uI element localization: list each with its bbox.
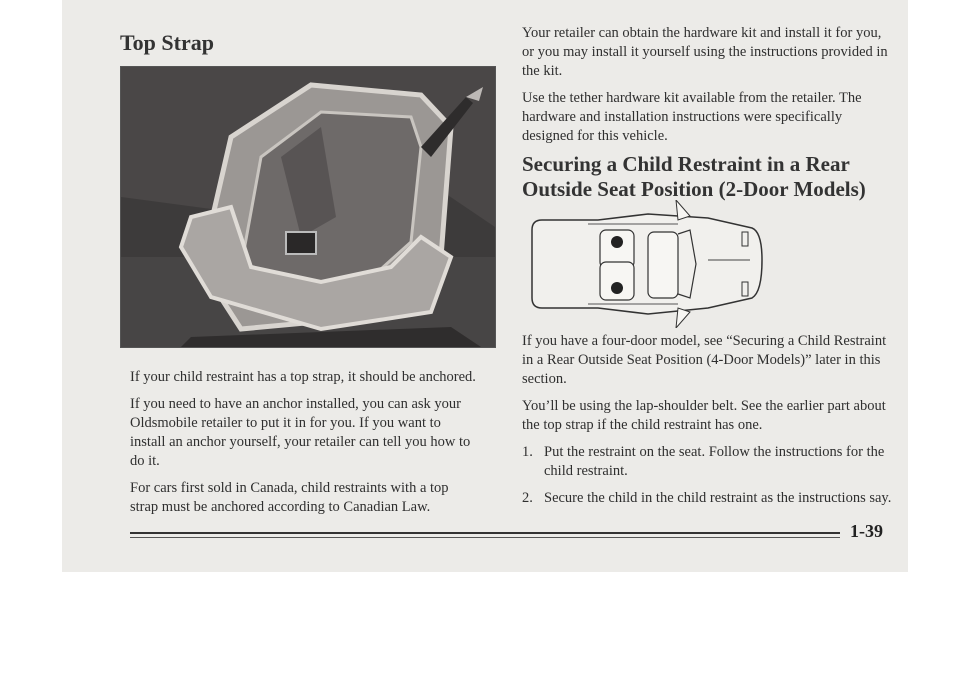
paragraph: If you need to have an anchor installed, you can ask your Oldsmobile retailer to put it in for you. If you want to install an anchor yourself, your retailer can tell you how to do it. <box>130 396 471 469</box>
vehicle-top-view-diagram <box>528 200 768 328</box>
list-item <box>522 489 896 508</box>
section-heading-top-strap: Top Strap <box>120 30 214 55</box>
vehicle-outline-icon <box>528 200 768 328</box>
right-column-bottom-text <box>522 332 896 516</box>
paragraph: For cars first sold in Canada, child restraints with a top strap must be anchored according to Canadian Law. <box>130 480 449 515</box>
paragraph: Use the tether hardware kit available from the retailer. The hardware and installation instructions were specifically designed for this vehicle. <box>522 90 862 144</box>
page-number: 1-39 <box>850 521 883 541</box>
paragraph: Your retailer can obtain the hardware kit and install it for you, or you may install it yourself using the instructions provided in the kit. <box>522 25 888 79</box>
footer-rule <box>130 532 840 534</box>
section-heading-securing-child-restraint: Securing a Child Restraint in a Rear Outside Seat Position (2-Door Models) <box>522 152 866 201</box>
step-text: Put the restraint on the seat. Follow the instructions for the child restraint. <box>544 444 885 479</box>
paragraph: If you have a four-door model, see “Securing a Child Restraint in a Rear Outside Seat Position (4-Door Models)” later in this section. <box>522 333 887 387</box>
footer-rule-thin <box>130 537 840 538</box>
instruction-steps <box>522 443 896 508</box>
paragraph: You’ll be using the lap-shoulder belt. See the earlier part about the top strap if the child restraint has one. <box>522 398 886 433</box>
step-number: 2. <box>522 490 533 506</box>
list-item <box>522 443 896 481</box>
child-seat-photo <box>120 66 496 348</box>
paragraph: If your child restraint has a top strap, it should be anchored. <box>130 369 476 385</box>
left-column-text <box>130 368 478 525</box>
step-text: Secure the child in the child restraint as the instructions say. <box>544 490 892 506</box>
step-number: 1. <box>522 444 533 460</box>
child-seat-illustration <box>121 67 495 347</box>
right-column-top-text <box>522 24 894 154</box>
